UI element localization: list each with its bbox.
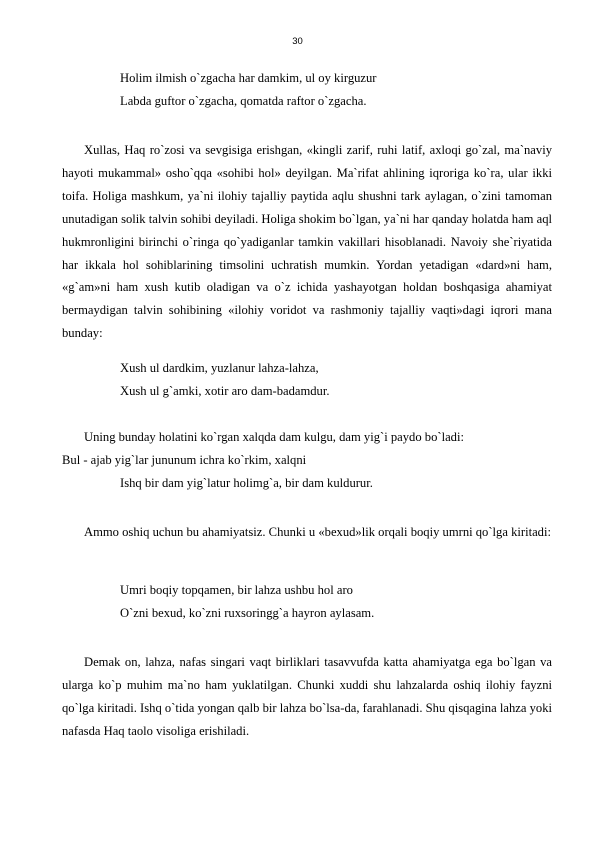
body-sentence-1: Uning bunday holatini ko`rgan xalqda dam kulgu, dam yig`i paydo bo`ladi: — [84, 430, 464, 444]
paragraph-1: Xullas, Haq ro`zosi va sevgisiga erishgan, «kingli zarif, ruhi latif, axloqi go`zal, ma`naviy hayoti mukammal» osho`qqa «sohibi hol» deyilgan. Ma`rifat ahlining iqroriga ko`ra, ular ikki toifa. Holiga mashkum, ya`ni ilohiy tajalliy paytida aqlu shushni tark aylagan, o`zini tamoman unutadigan solik talvin sohibi deyiladi. Holiga shokim bo`lgan, ya`ni har qanday holatda ham aql hukmronligini birinchi o`ringa qo`yadiganlar tamkin vakillari hisoblanadi. Navoiy she`riyatida har ikkala hol sohiblarining timsolini uchratish mumkin. Yordan yetadigan «dard»ni ham, «g`am»ni ham xush kutib oladigan va o`z ichida yashayotgan holdan boshqasiga ahamiyat bermaydigan talvin sohibining «ilohiy voridot va rashmoniy tajalliy vaqti»dagi iqrori mana bunday: — [62, 143, 553, 341]
verse-4-line-2: O`zni bexud, ko`zni ruxsoringg`a hayron aylasam. — [120, 606, 375, 620]
verse-1-line-1: Holim ilmish o`zgacha har damkim, ul oy kirguzur — [120, 71, 377, 85]
paragraph-2: Ammo oshiq uchun bu ahamiyatsiz. Chunki u «bexud»lik orqali boqiy umrni qo`lga kiritadi: — [84, 525, 551, 539]
paragraph-3: Demak on, lahza, nafas singari vaqt birliklari tasavvufda katta ahamiyatga ega bo`lgan va ularga ko`p muhim ma`no ham yuklatilgan. Chunki xuddi shu lahzalarda oshiq ilohiy fayzni qo`lga kiritadi. Ishq o`tida yongan qalb bir lahza bo`lsa-da, farahlanadi. Shu qisqagina lahza yoki nafasda Haq taolo visoliga erishiladi. — [62, 655, 552, 738]
verse-3-line-1: Ishq bir dam yig`latur holimg`a, bir dam kuldurur. — [120, 476, 373, 490]
verse-4-line-1: Umri boqiy topqamen, bir lahza ushbu hol aro — [120, 583, 353, 597]
verse-2-line-2: Xush ul g`amki, xotir aro dam-badamdur. — [120, 384, 330, 398]
verse-2-line-1: Xush ul dardkim, yuzlanur lahza-lahza, — [120, 361, 319, 375]
verse-1-line-2: Labda guftor o`zgacha, qomatda raftor o`zgacha. — [120, 94, 367, 108]
body-sentence-2: Bul - ajab yig`lar jununum ichra ko`rkim, xalqni — [62, 453, 307, 467]
page-number: 30 — [292, 36, 303, 47]
